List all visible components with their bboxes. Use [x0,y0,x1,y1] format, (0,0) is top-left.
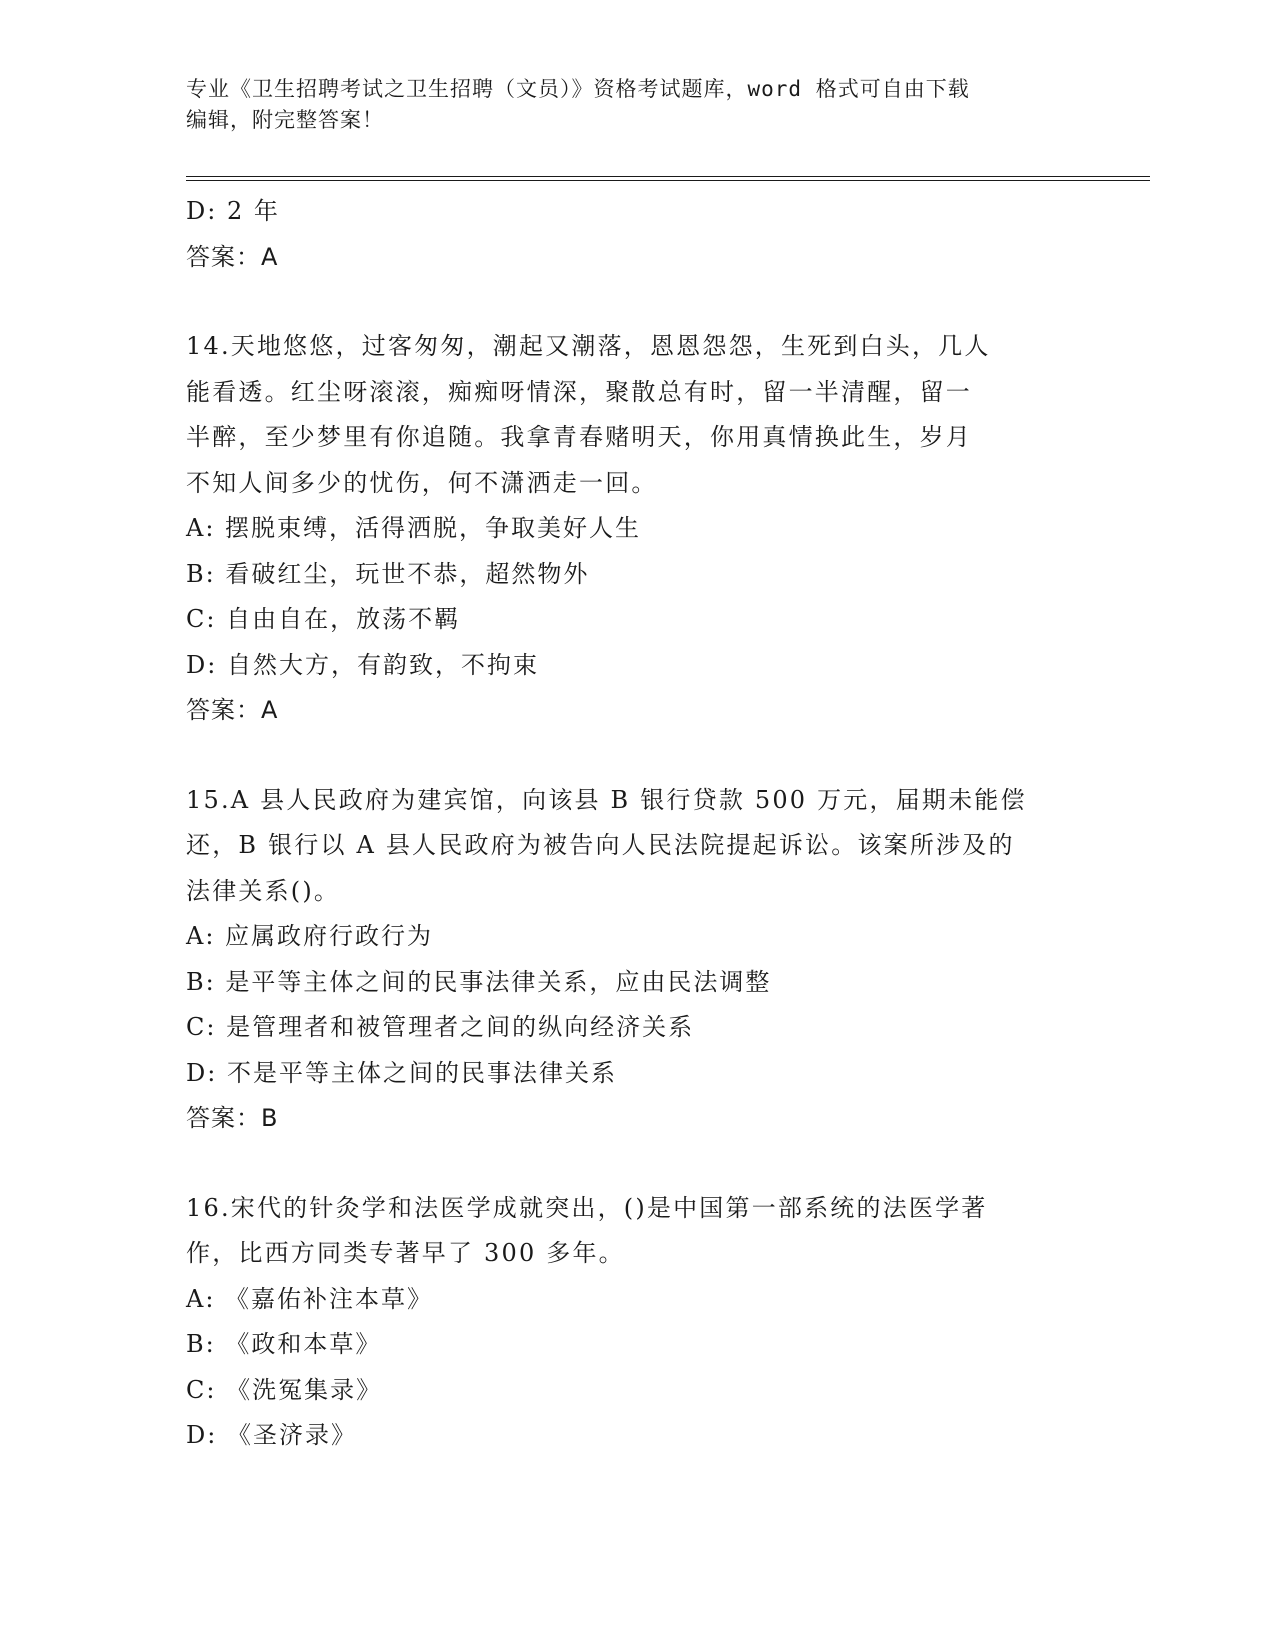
spacer [186,280,1086,324]
option-d: D: 不是平等主体之间的民事法律关系 [186,1058,617,1087]
question-text-line: 作，比西方同类专著早了 300 多年。 [186,1239,625,1267]
option-b: B: 看破红尘，玩世不恭，超然物外 [186,559,590,588]
question-content [186,189,1086,1459]
question-text-line: 14.天地悠悠，过客匆匆，潮起又潮落，恩恩怨怨，生死到白头，几人 [186,332,991,360]
header-divider [186,176,1150,181]
spacer [186,734,1086,778]
option-c: C: 《洗冤集录》 [186,1375,383,1404]
question-text-line: 15.A 县人民政府为建宾馆，向该县 B 银行贷款 500 万元，届期未能偿 [186,785,1027,814]
option-a: A: 《嘉佑补注本草》 [186,1284,434,1313]
answer: 答案：B [186,1104,279,1132]
prev-option-d: D: 2 年 [186,197,280,225]
page-header [186,74,1086,136]
prev-answer: 答案：A [186,242,279,271]
question-text-line: 还，B 银行以 A 县人民政府为被告向人民法院提起诉讼。该案所涉及的 [186,831,1015,859]
answer: 答案：A [186,696,279,724]
option-a: A: 应属政府行政行为 [186,922,434,950]
question-text-line: 16.宋代的针灸学和法医学成就突出，()是中国第一部系统的法医学著 [186,1193,988,1222]
option-b: B: 是平等主体之间的民事法律关系，应由民法调整 [186,967,772,996]
option-c: C: 自由自在，放荡不羁 [186,605,461,633]
option-b: B: 《政和本草》 [186,1330,382,1358]
question-text-line: 法律关系()。 [186,876,341,905]
spacer [186,1142,1086,1186]
header-line-2: 编辑，附完整答案！ [186,108,384,132]
question-15 [186,778,1086,1142]
option-c: C: 是管理者和被管理者之间的纵向经济关系 [186,1013,695,1041]
header-line-1: 专业《卫生招聘考试之卫生招聘（文员）》资格考试题库，word 格式可自由下载 [186,77,970,101]
question-text-line: 不知人间多少的忧伤，何不潇洒走一回。 [186,468,658,497]
option-d: D: 自然大方，有韵致，不拘束 [186,650,539,679]
question-14 [186,324,1086,734]
option-a: A: 摆脱束缚，活得洒脱，争取美好人生 [186,514,642,542]
option-d: D: 《圣济录》 [186,1421,357,1449]
question-text-line: 能看透。红尘呀滚滚，痴痴呀情深，聚散总有时，留一半清醒，留一 [186,377,972,406]
question-16 [186,1186,1086,1459]
question-text-line: 半醉，至少梦里有你追随。我拿青春赌明天，你用真情换此生，岁月 [186,423,972,451]
